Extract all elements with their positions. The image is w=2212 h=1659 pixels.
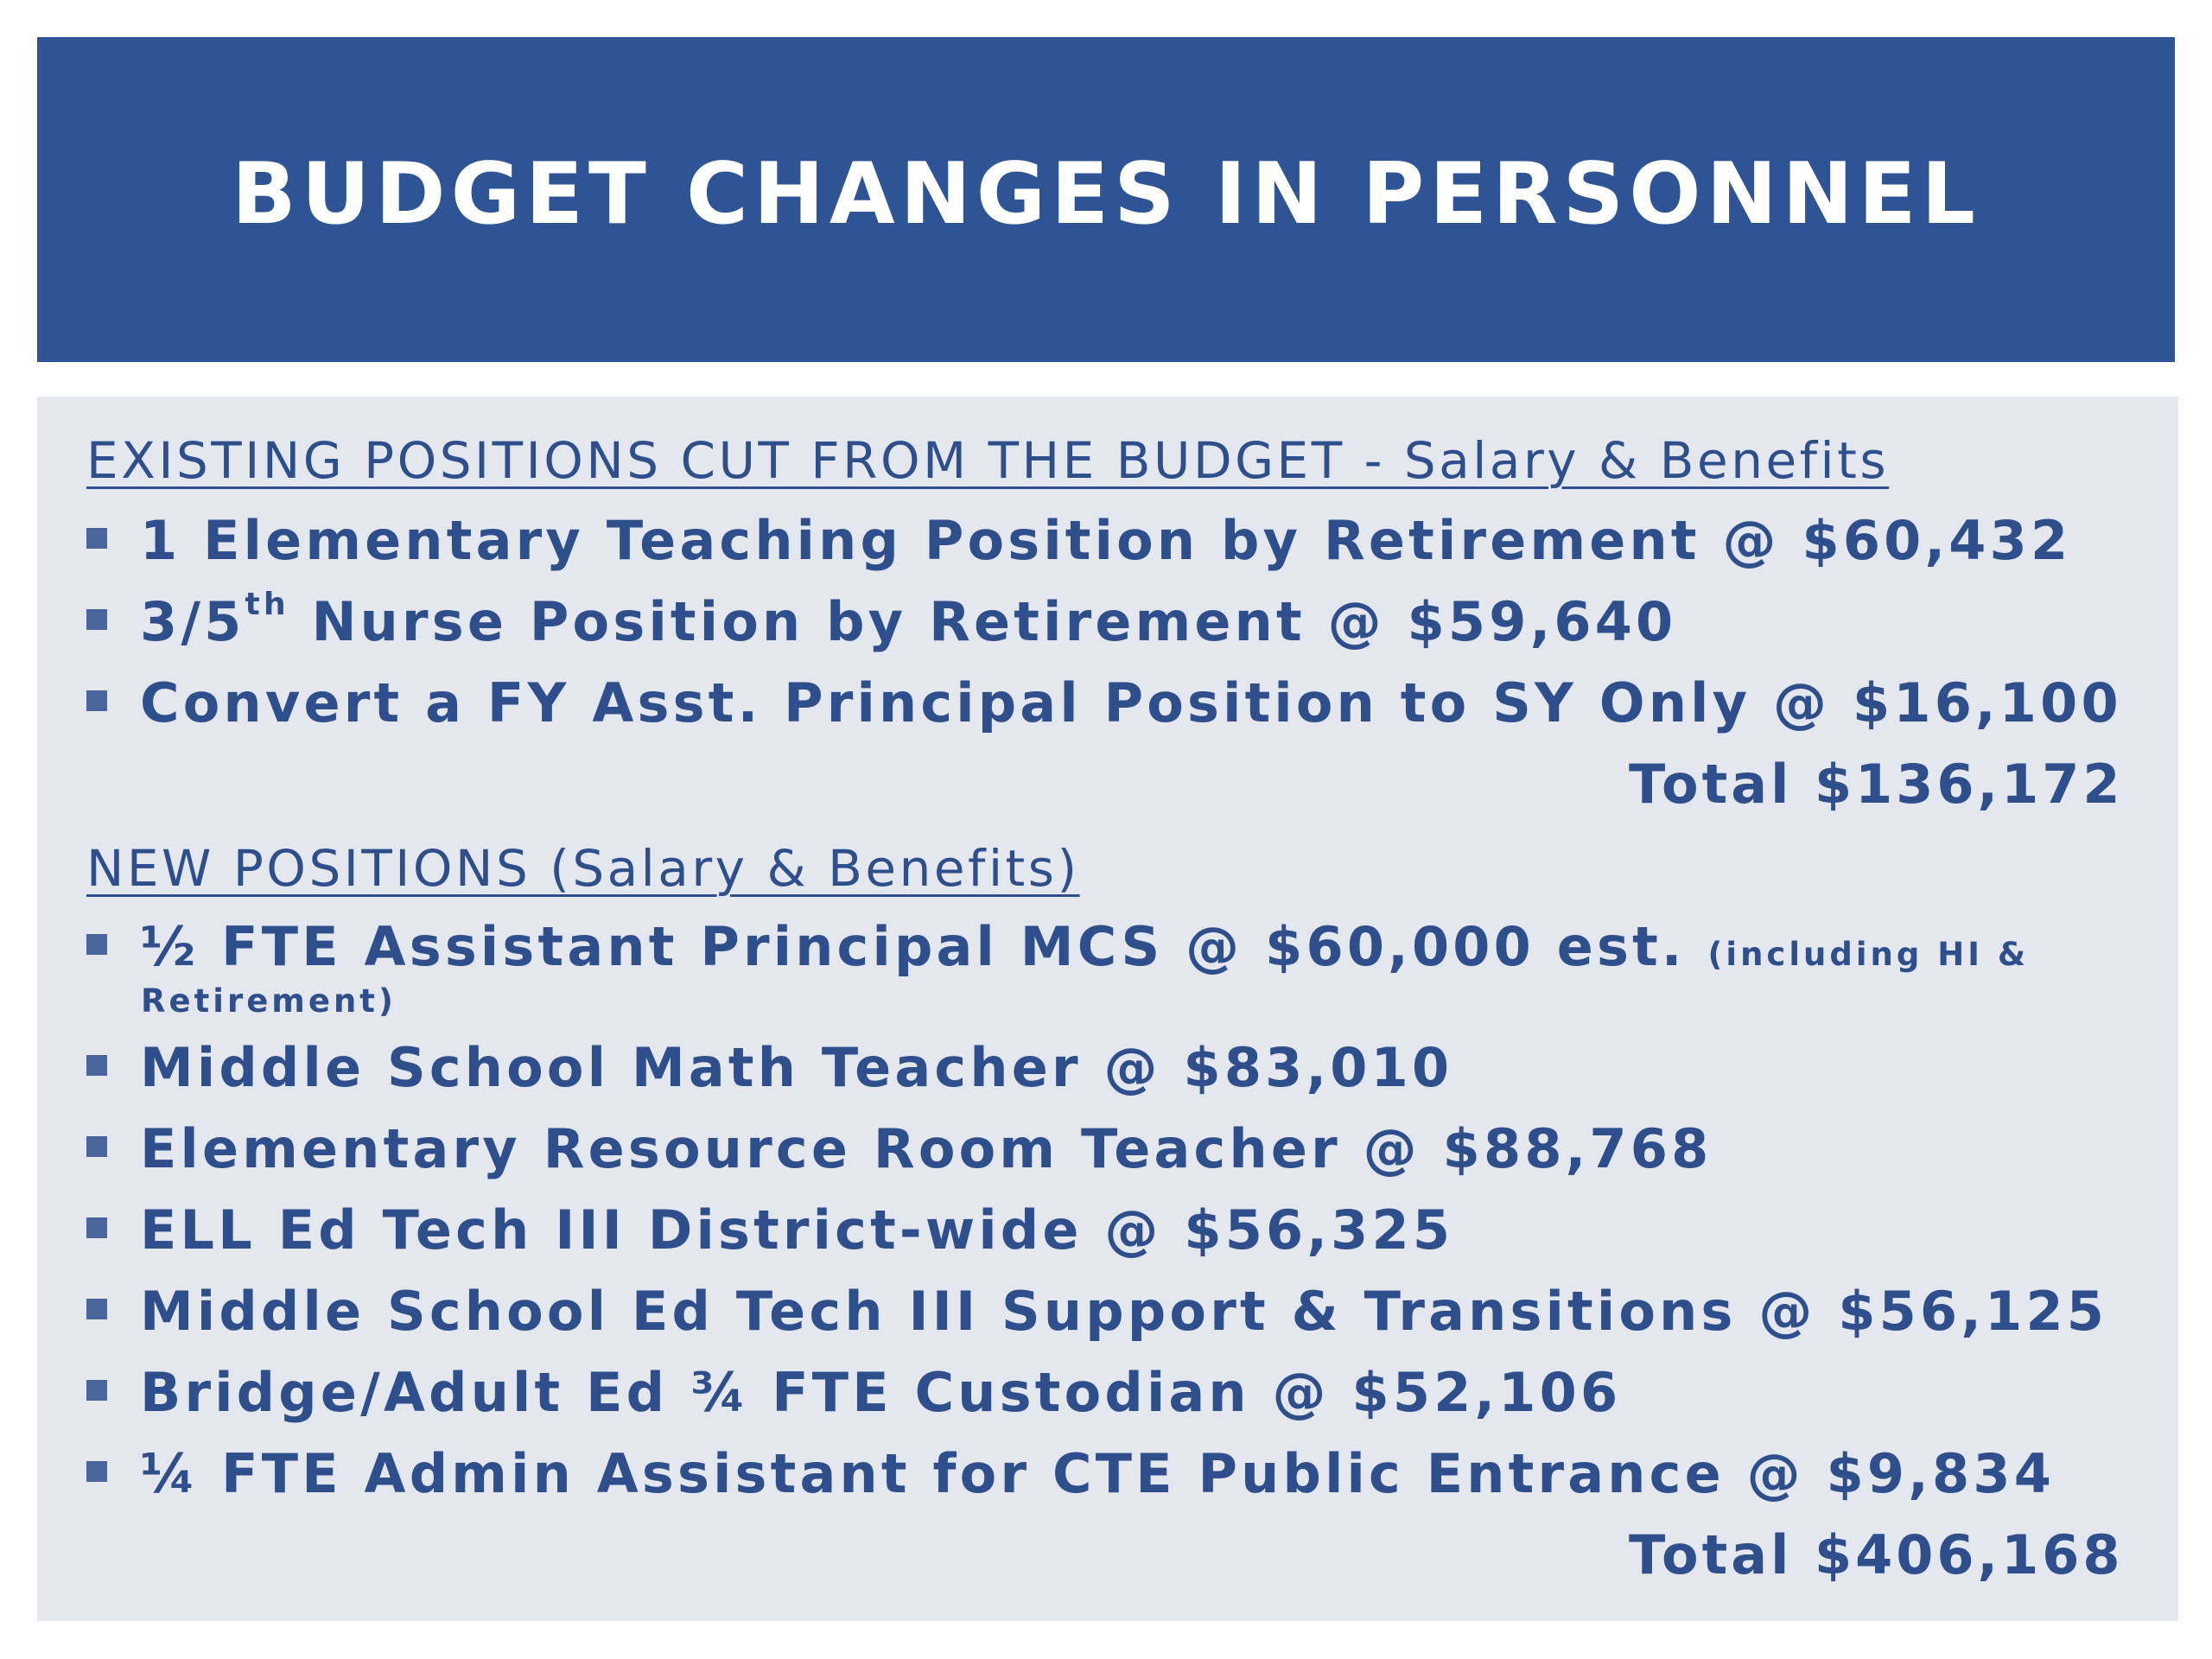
- square-bullet-icon: [86, 1055, 107, 1076]
- list-item-text: Middle School Math Teacher @ $83,010: [140, 1036, 1453, 1099]
- new-positions-heading: NEW POSITIONS (Salary & Benefits): [86, 839, 1080, 898]
- list-item-text: ELL Ed Tech III District-wide @ $56,325: [140, 1198, 1454, 1262]
- cuts-total: Total $136,172: [1629, 753, 2124, 816]
- slide-title: BUDGET CHANGES IN PERSONNEL: [232, 145, 1980, 244]
- list-item-text: Elementary Resource Room Teacher @ $88,768: [140, 1117, 1713, 1180]
- list-item: [86, 671, 2122, 734]
- list-item-text: ¼ FTE Admin Assistant for CTE Public Entrance @ $9,834: [140, 1442, 2056, 1505]
- list-item-text: ½ FTE Assistant Principal MCS @ $60,000 est.: [140, 915, 1686, 978]
- square-bullet-icon: [86, 1461, 107, 1482]
- list-item: [86, 587, 1677, 653]
- list-item-text: Bridge/Adult Ed ¾ FTE Custodian @ $52,106: [140, 1361, 1622, 1424]
- square-bullet-icon: [86, 1136, 107, 1157]
- square-bullet-icon: [86, 1299, 107, 1319]
- nurse-prefix: 3/5: [140, 590, 245, 653]
- list-item: [86, 1117, 1712, 1180]
- list-item: [86, 1361, 1621, 1424]
- square-bullet-icon: [86, 934, 107, 955]
- list-item: [86, 1280, 2107, 1343]
- square-bullet-icon: [86, 1217, 107, 1238]
- cuts-heading: EXISTING POSITIONS CUT FROM THE BUDGET - Salary & Benefits: [86, 431, 1890, 490]
- new-positions-total: Total $406,168: [1629, 1523, 2124, 1586]
- list-item-text: Convert a FY Asst. Principal Position to SY Only @ $16,100: [140, 671, 2122, 734]
- list-item: [86, 915, 2029, 978]
- square-bullet-icon: [86, 528, 107, 549]
- list-item-note-continued: Retirement): [141, 982, 397, 1020]
- title-bar: [37, 37, 2175, 362]
- square-bullet-icon: [86, 609, 107, 630]
- list-item-text: Middle School Ed Tech III Support & Transitions @ $56,125: [140, 1280, 2108, 1343]
- list-item: [86, 509, 2071, 572]
- list-item: [86, 1198, 1453, 1262]
- content-panel: [37, 397, 2178, 1621]
- list-item: [86, 1036, 1452, 1099]
- list-item-note: (including HI &: [1707, 936, 2030, 973]
- square-bullet-icon: [86, 1380, 107, 1401]
- nurse-text: Nurse Position by Retirement @ $59,640: [289, 590, 1677, 653]
- ordinal-suffix: th: [245, 587, 289, 622]
- list-item-text: 1 Elementary Teaching Position by Retirement @ $60,432: [140, 509, 2072, 572]
- list-item: [86, 1442, 2055, 1505]
- square-bullet-icon: [86, 690, 107, 711]
